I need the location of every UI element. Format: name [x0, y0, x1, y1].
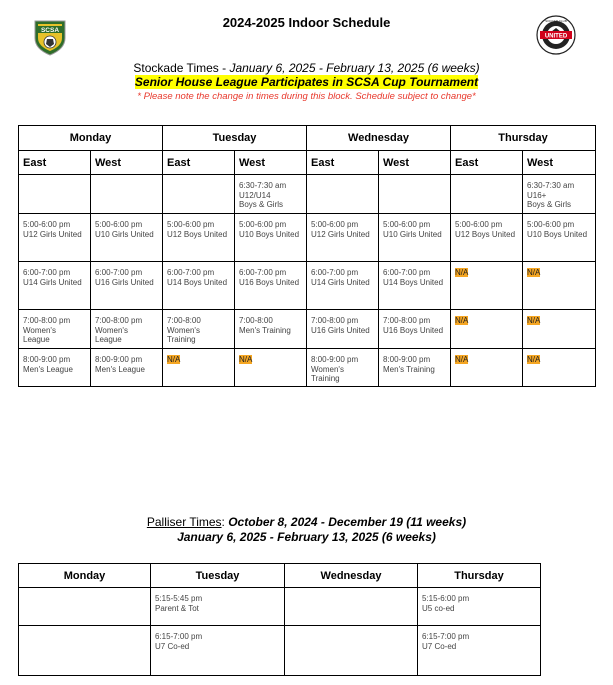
stockade-schedule-cell-line: U16 Boys United — [383, 325, 444, 335]
stockade-schedule-cell-line: 5:00-6:00 pm — [167, 220, 215, 229]
palliser-schedule-row — [19, 588, 541, 626]
stockade-schedule-cell-line: 6:00-7:00 pm — [95, 268, 143, 277]
stockade-highlight-line — [0, 75, 613, 89]
stockade-schedule-cell-line: U12 Boys United — [167, 229, 228, 239]
stockade-schedule-cell — [451, 310, 523, 349]
stockade-schedule-cell — [91, 214, 163, 262]
stockade-schedule-cell — [451, 262, 523, 310]
stockade-schedule-cell-line: U12 Girls United — [311, 229, 370, 239]
palliser-schedule-cell-line: 6:15-7:00 pm — [155, 632, 203, 641]
not-available-badge: N/A — [455, 355, 469, 364]
stockade-schedule-cell — [379, 310, 451, 349]
stockade-schedule-cell-line: 7:00-8:00 pm — [383, 316, 431, 325]
stockade-schedule-cell — [379, 349, 451, 387]
stockade-schedule-cell — [235, 262, 307, 310]
stockade-schedule-cell-line: 7:00-8:00 pm — [311, 316, 359, 325]
united-logo-ring-text: SOCCER CLUB — [545, 19, 567, 23]
palliser-colon: : — [221, 515, 229, 529]
schedule-change-note: * Please note the change in times during this block. Schedule subject to change* — [137, 91, 476, 102]
palliser-day-header-tuesday: Tuesday — [151, 564, 285, 588]
day-header-wednesday: Wednesday — [307, 126, 451, 151]
stockade-schedule-cell — [163, 310, 235, 349]
stockade-schedule-cell — [235, 214, 307, 262]
stockade-schedule-cell-line: U10 Girls United — [383, 229, 442, 239]
not-available-badge: N/A — [167, 355, 181, 364]
not-available-badge: N/A — [455, 268, 469, 277]
stockade-schedule-cell-line: 7:00-8:00 pm — [95, 316, 143, 325]
stockade-schedule-cell-line: U12 Girls United — [23, 229, 82, 239]
united-logo-text: UNITED — [544, 33, 568, 40]
stockade-schedule-cell-line: 6:00-7:00 pm — [239, 268, 287, 277]
stockade-schedule-cell-line: U14 Girls United — [311, 277, 370, 287]
stockade-schedule-cell-line: 8:00-9:00 pm — [95, 355, 143, 364]
stockade-schedule-cell — [19, 349, 91, 387]
stockade-schedule-cell — [91, 262, 163, 310]
stockade-schedule-cell-line: U10 Boys United — [527, 229, 588, 239]
stockade-label: Stockade Times — [133, 61, 219, 75]
palliser-day-header-monday: Monday — [19, 564, 151, 588]
stockade-schedule-cell-line: Men's League — [23, 364, 74, 374]
stockade-schedule-cell — [19, 262, 91, 310]
stockade-schedule-cell — [379, 262, 451, 310]
not-available-badge: N/A — [527, 316, 541, 325]
stockade-schedule-cell-line: U10 Boys United — [239, 229, 300, 239]
stockade-schedule-cell — [451, 175, 523, 214]
stockade-schedule-cell-line: Men's Training — [383, 364, 435, 374]
palliser-schedule-cell — [151, 588, 285, 626]
day-header-monday: Monday — [19, 126, 163, 151]
palliser-dates-line-2 — [0, 530, 613, 544]
stockade-schedule-cell-line: 5:00-6:00 pm — [455, 220, 503, 229]
stockade-schedule-cell-line: 6:30-7:30 am — [527, 181, 575, 190]
day-header-thursday: Thursday — [451, 126, 596, 151]
stockade-schedule-cell-line: League — [23, 335, 50, 344]
stockade-schedule-cell-line: 7:00-8:00 pm — [23, 316, 71, 325]
palliser-schedule-cell-line: 6:15-7:00 pm — [422, 632, 470, 641]
location-header: West — [379, 151, 451, 175]
location-header: West — [523, 151, 596, 175]
stockade-schedule-cell — [523, 310, 596, 349]
palliser-schedule-cell — [285, 626, 418, 676]
stockade-schedule-cell-line: 6:00-7:00 pm — [167, 268, 215, 277]
palliser-day-header-thursday: Thursday — [418, 564, 541, 588]
stockade-schedule-cell — [523, 175, 596, 214]
stockade-schedule-cell-line: Women's — [167, 325, 200, 335]
palliser-dates-line-1: October 8, 2024 - December 19 (11 weeks) — [228, 515, 467, 529]
palliser-label: Palliser Times — [146, 515, 222, 529]
stockade-schedule-cell — [91, 310, 163, 349]
stockade-schedule-cell — [307, 214, 379, 262]
stockade-schedule-row — [19, 214, 596, 262]
stockade-schedule-row — [19, 175, 596, 214]
stockade-schedule-cell-line: 7:00-8:00 — [167, 316, 201, 325]
location-header: East — [307, 151, 379, 175]
stockade-schedule-cell-line: Boys & Girls — [527, 200, 572, 209]
stockade-schedule-cell — [307, 310, 379, 349]
palliser-schedule-cell — [418, 626, 541, 676]
document-title: 2024-2025 Indoor Schedule — [222, 15, 391, 30]
stockade-schedule-cell-line: 8:00-9:00 pm — [23, 355, 71, 364]
stockade-schedule-cell — [307, 349, 379, 387]
location-header: East — [19, 151, 91, 175]
stockade-dates: January 6, 2025 - February 13, 2025 (6 weeks) — [229, 61, 480, 75]
stockade-schedule-cell — [163, 262, 235, 310]
stockade-schedule-cell-line: 6:00-7:00 pm — [311, 268, 359, 277]
stockade-schedule-cell-line: Women's — [23, 325, 56, 335]
stockade-schedule-cell — [307, 262, 379, 310]
united-soccer-club-logo — [534, 14, 578, 56]
palliser-schedule-cell — [151, 626, 285, 676]
stockade-schedule-cell — [163, 214, 235, 262]
not-available-badge: N/A — [527, 268, 541, 277]
palliser-schedule-cell — [418, 588, 541, 626]
stockade-schedule-cell — [379, 214, 451, 262]
stockade-schedule-cell — [235, 349, 307, 387]
senior-house-league-highlight: Senior House League Participates in SCSA Cup Tournament — [134, 75, 479, 89]
stockade-schedule-cell-line: U14 Boys United — [167, 277, 228, 287]
stockade-schedule-cell-line: Boys & Girls — [239, 200, 284, 209]
stockade-schedule-cell — [19, 214, 91, 262]
stockade-schedule-cell-line: 5:00-6:00 pm — [527, 220, 575, 229]
stockade-schedule-cell — [19, 310, 91, 349]
day-header-tuesday: Tuesday — [163, 126, 307, 151]
stockade-schedule-cell-line: 7:00-8:00 — [239, 316, 273, 325]
location-header: East — [163, 151, 235, 175]
stockade-schedule-cell-line: 5:00-6:00 pm — [23, 220, 71, 229]
palliser-heading — [0, 515, 613, 529]
palliser-schedule-cell-line: U7 Co-ed — [422, 641, 457, 651]
palliser-schedule-table — [18, 563, 541, 676]
stockade-schedule-cell-line: 5:00-6:00 pm — [383, 220, 431, 229]
stockade-heading — [0, 61, 613, 75]
stockade-schedule-cell-line: 6:30-7:30 am — [239, 181, 287, 190]
stockade-schedule-table — [18, 125, 596, 387]
stockade-schedule-cell — [379, 175, 451, 214]
stockade-schedule-cell-line: 6:00-7:00 pm — [23, 268, 71, 277]
stockade-schedule-cell — [235, 310, 307, 349]
stockade-schedule-cell — [451, 349, 523, 387]
scsa-logo-text: SCSA — [40, 27, 60, 34]
stockade-schedule-row — [19, 262, 596, 310]
stockade-separator: - — [218, 61, 230, 75]
stockade-schedule-cell — [91, 349, 163, 387]
stockade-schedule-cell — [523, 214, 596, 262]
stockade-schedule-cell-line: 5:00-6:00 pm — [95, 220, 143, 229]
stockade-schedule-cell-line: 5:00-6:00 pm — [311, 220, 359, 229]
stockade-schedule-row — [19, 349, 596, 387]
stockade-schedule-cell-line: Training — [167, 335, 196, 344]
stockade-schedule-cell-line: Men's Training — [239, 325, 291, 335]
palliser-dates-line-2-text: January 6, 2025 - February 13, 2025 (6 weeks) — [177, 530, 436, 544]
palliser-schedule-cell-line: U5 co-ed — [422, 603, 455, 613]
palliser-day-header-wednesday: Wednesday — [285, 564, 418, 588]
stockade-schedule-cell-line: U12/U14 — [239, 190, 271, 200]
stockade-schedule-cell-line: U10 Girls United — [95, 229, 154, 239]
palliser-schedule-cell-line: 5:15-5:45 pm — [155, 594, 203, 603]
stockade-schedule-cell — [163, 175, 235, 214]
palliser-schedule-cell — [19, 626, 151, 676]
palliser-schedule-cell-line: Parent & Tot — [155, 603, 199, 613]
palliser-day-header-row — [19, 564, 541, 588]
not-available-badge: N/A — [455, 316, 469, 325]
stockade-schedule-cell-line: 5:00-6:00 pm — [239, 220, 287, 229]
stockade-schedule-cell — [163, 349, 235, 387]
stockade-schedule-cell — [451, 214, 523, 262]
stockade-schedule-cell-line: U16 Boys United — [239, 277, 300, 287]
stockade-schedule-cell-line: U14 Boys United — [383, 277, 444, 287]
stockade-schedule-cell — [19, 175, 91, 214]
location-header-row — [19, 151, 596, 175]
stockade-schedule-cell-line: Women's — [95, 325, 128, 335]
stockade-schedule-cell-line: 8:00-9:00 pm — [383, 355, 431, 364]
palliser-schedule-cell-line: U7 Co-ed — [155, 641, 190, 651]
stockade-schedule-cell-line: U14 Girls United — [23, 277, 82, 287]
stockade-schedule-cell-line: U16 Girls United — [95, 277, 154, 287]
stockade-schedule-cell — [523, 349, 596, 387]
stockade-schedule-cell — [307, 175, 379, 214]
stockade-schedule-cell-line: Women's — [311, 364, 344, 374]
stockade-schedule-cell-line: U12 Boys United — [455, 229, 516, 239]
stockade-schedule-cell-line: Men's League — [95, 364, 146, 374]
stockade-schedule-body — [19, 175, 596, 387]
location-header: West — [235, 151, 307, 175]
stockade-schedule-cell — [523, 262, 596, 310]
palliser-schedule-body — [19, 588, 541, 676]
stockade-schedule-cell-line: Training — [311, 374, 340, 383]
stockade-schedule-row — [19, 310, 596, 349]
stockade-schedule-cell — [91, 175, 163, 214]
not-available-badge: N/A — [239, 355, 253, 364]
palliser-schedule-cell-line: 5:15-6:00 pm — [422, 594, 470, 603]
location-header: West — [91, 151, 163, 175]
stockade-schedule-cell — [235, 175, 307, 214]
palliser-schedule-row — [19, 626, 541, 676]
not-available-badge: N/A — [527, 355, 541, 364]
stockade-schedule-cell-line: 8:00-9:00 pm — [311, 355, 359, 364]
location-header: East — [451, 151, 523, 175]
stockade-schedule-cell-line: U16 Girls United — [311, 325, 370, 335]
stockade-schedule-cell-line: League — [95, 335, 122, 344]
palliser-schedule-cell — [285, 588, 418, 626]
stockade-schedule-cell-line: 6:00-7:00 pm — [383, 268, 431, 277]
palliser-schedule-cell — [19, 588, 151, 626]
stockade-schedule-cell-line: U16+ — [527, 190, 547, 200]
day-header-row — [19, 126, 596, 151]
